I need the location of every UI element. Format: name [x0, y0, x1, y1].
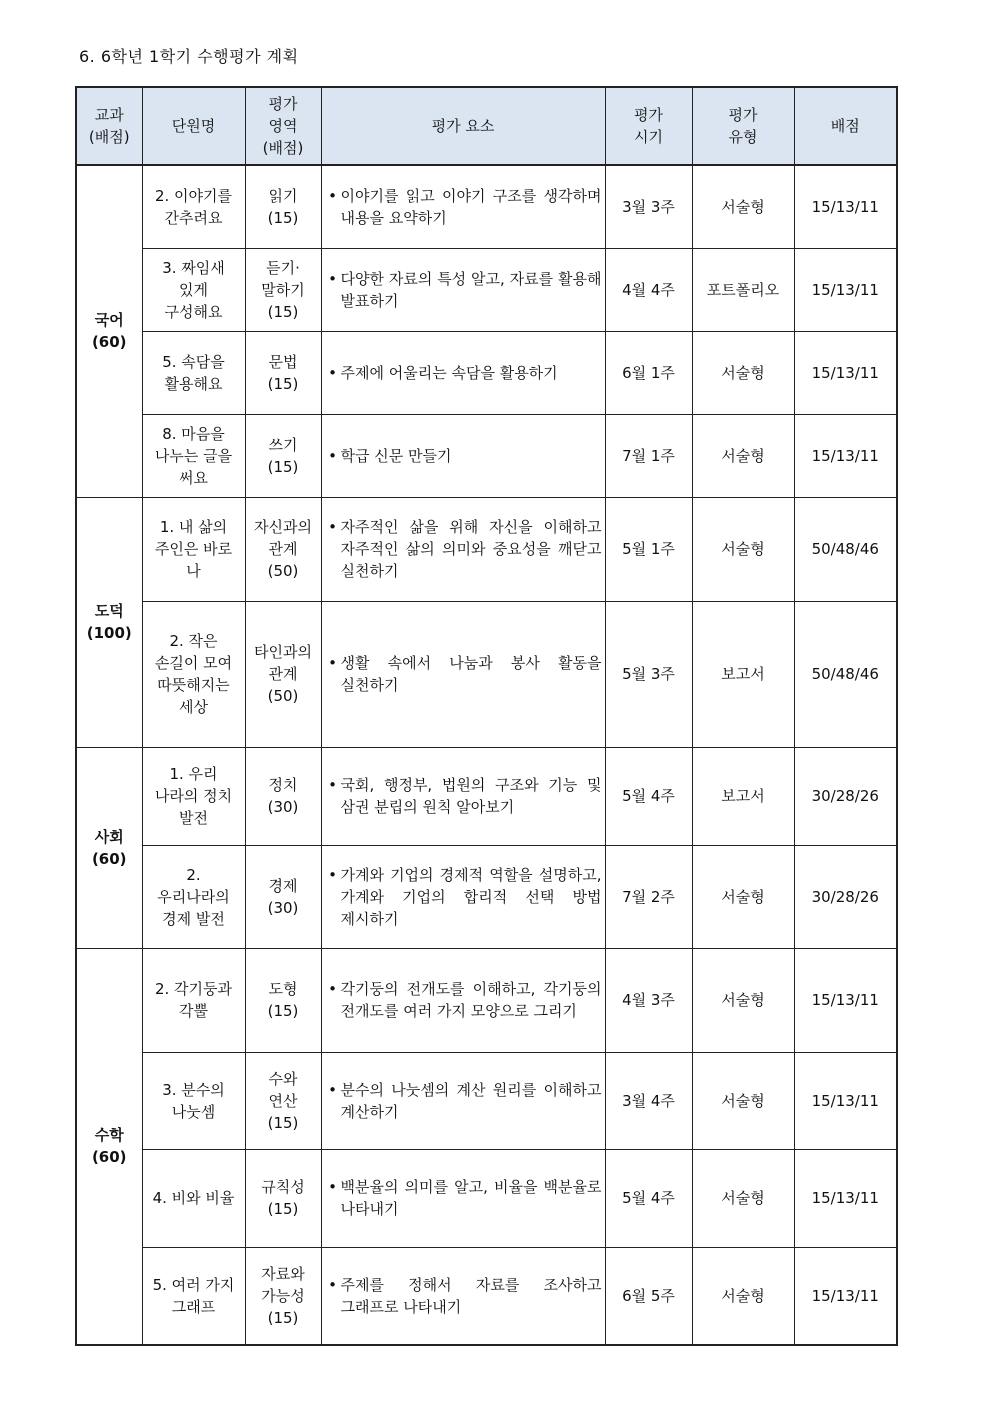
table-header-row	[76, 87, 897, 165]
table-row	[76, 1149, 897, 1247]
score-cell: 50/48/46	[794, 497, 897, 601]
area-cell: 정치 (30)	[245, 747, 321, 845]
unit-cell: 2. 우리나라의 경제 발전	[142, 845, 245, 948]
element-cell	[321, 497, 605, 601]
element-text: 분수의 나눗셈의 계산 원리를 이해하고 계산하기	[340, 1080, 602, 1121]
subject-cell: 도덕 (100)	[76, 497, 142, 747]
score-cell: 15/13/11	[794, 414, 897, 497]
type-cell: 보고서	[692, 601, 794, 747]
score-cell: 15/13/11	[794, 948, 897, 1052]
element-text: 국회, 행정부, 법원의 구조와 기능 및 삼권 분립의 원칙 알아보기	[340, 776, 602, 816]
element-text: 다양한 자료의 특성 알고, 자료를 활용해 발표하기	[340, 269, 602, 310]
unit-cell: 3. 분수의 나눗셈	[142, 1052, 245, 1149]
score-cell: 15/13/11	[794, 331, 897, 414]
element-cell	[321, 414, 605, 497]
element-text: 주제에 어울리는 속담을 활용하기	[340, 363, 558, 382]
header-score: 배점	[794, 87, 897, 165]
timing-cell: 5월 4주	[605, 1149, 692, 1247]
timing-cell: 5월 3주	[605, 601, 692, 747]
element-cell	[321, 165, 605, 248]
score-cell: 50/48/46	[794, 601, 897, 747]
table-row	[76, 248, 897, 331]
element-text: 백분율의 의미를 알고, 비율을 백분율로 나타내기	[340, 1178, 602, 1218]
bullet-icon: •	[328, 518, 337, 536]
table-row	[76, 414, 897, 497]
timing-cell: 7월 1주	[605, 414, 692, 497]
table-row	[76, 331, 897, 414]
bullet-icon: •	[328, 186, 337, 205]
area-cell: 도형 (15)	[245, 948, 321, 1052]
table-row	[76, 165, 897, 248]
area-cell: 쓰기 (15)	[245, 414, 321, 497]
document-title: 6. 6학년 1학기 수행평가 계획	[79, 47, 299, 66]
header-area: 평가 영역 (배점)	[245, 87, 321, 165]
unit-cell: 5. 여러 가지 그래프	[142, 1247, 245, 1345]
type-cell: 포트폴리오	[692, 248, 794, 331]
table-row	[76, 497, 897, 601]
type-cell: 서술형	[692, 497, 794, 601]
element-cell	[321, 747, 605, 845]
type-cell: 서술형	[692, 331, 794, 414]
score-cell: 30/28/26	[794, 747, 897, 845]
element-text: 이야기를 읽고 이야기 구조를 생각하며 내용을 요약하기	[340, 186, 602, 227]
score-cell: 15/13/11	[794, 248, 897, 331]
element-text: 생활 속에서 나눔과 봉사 활동을 실천하기	[340, 654, 602, 694]
bullet-icon: •	[328, 269, 337, 288]
bullet-icon: •	[328, 980, 337, 998]
element-cell	[321, 948, 605, 1052]
bullet-icon: •	[328, 865, 337, 884]
bullet-icon: •	[328, 1275, 337, 1294]
element-cell	[321, 845, 605, 948]
type-cell: 서술형	[692, 165, 794, 248]
element-text: 주제를 정해서 자료를 조사하고 그래프로 나타내기	[340, 1275, 602, 1316]
unit-cell: 2. 각기둥과 각뿔	[142, 948, 245, 1052]
timing-cell: 6월 5주	[605, 1247, 692, 1345]
unit-cell: 3. 짜임새 있게 구성해요	[142, 248, 245, 331]
subject-cell: 국어 (60)	[76, 165, 142, 497]
area-cell: 읽기 (15)	[245, 165, 321, 248]
timing-cell: 7월 2주	[605, 845, 692, 948]
table-row	[76, 747, 897, 845]
timing-cell: 3월 3주	[605, 165, 692, 248]
area-cell: 규칙성 (15)	[245, 1149, 321, 1247]
unit-cell: 2. 작은 손길이 모여 따뜻해지는 세상	[142, 601, 245, 747]
bullet-icon: •	[328, 363, 337, 382]
subject-cell: 사회 (60)	[76, 747, 142, 948]
table-body	[76, 165, 897, 1345]
timing-cell: 3월 4주	[605, 1052, 692, 1149]
table-row	[76, 948, 897, 1052]
timing-cell: 4월 3주	[605, 948, 692, 1052]
element-text: 학급 신문 만들기	[340, 446, 452, 465]
type-cell: 서술형	[692, 948, 794, 1052]
area-cell: 듣기· 말하기 (15)	[245, 248, 321, 331]
element-cell	[321, 1052, 605, 1149]
score-cell: 30/28/26	[794, 845, 897, 948]
type-cell: 서술형	[692, 845, 794, 948]
timing-cell: 5월 4주	[605, 747, 692, 845]
element-text: 자주적인 삶을 위해 자신을 이해하고 자주적인 삶의 의미와 중요성을 깨닫고 실천하기	[340, 518, 602, 580]
score-cell: 15/13/11	[794, 165, 897, 248]
unit-cell: 1. 우리 나라의 정치 발전	[142, 747, 245, 845]
area-cell: 자신과의 관계 (50)	[245, 497, 321, 601]
area-cell: 타인과의 관계 (50)	[245, 601, 321, 747]
unit-cell: 5. 속담을 활용해요	[142, 331, 245, 414]
score-cell: 15/13/11	[794, 1052, 897, 1149]
header-timing: 평가 시기	[605, 87, 692, 165]
assessment-plan-table	[75, 86, 898, 1346]
unit-cell: 2. 이야기를 간추려요	[142, 165, 245, 248]
timing-cell: 6월 1주	[605, 331, 692, 414]
bullet-icon: •	[328, 1178, 337, 1196]
element-cell	[321, 248, 605, 331]
area-cell: 자료와 가능성 (15)	[245, 1247, 321, 1345]
element-text: 각기둥의 전개도를 이해하고, 각기둥의 전개도를 여러 가지 모양으로 그리기	[340, 980, 602, 1020]
area-cell: 수와 연산 (15)	[245, 1052, 321, 1149]
score-cell: 15/13/11	[794, 1149, 897, 1247]
header-unit: 단원명	[142, 87, 245, 165]
table-row	[76, 1052, 897, 1149]
header-type: 평가 유형	[692, 87, 794, 165]
bullet-icon: •	[328, 776, 337, 794]
element-cell	[321, 1247, 605, 1345]
header-element: 평가 요소	[321, 87, 605, 165]
element-cell	[321, 331, 605, 414]
unit-cell: 1. 내 삶의 주인은 바로 나	[142, 497, 245, 601]
score-cell: 15/13/11	[794, 1247, 897, 1345]
timing-cell: 4월 4주	[605, 248, 692, 331]
unit-cell: 8. 마음을 나누는 글을 써요	[142, 414, 245, 497]
header-subject: 교과 (배점)	[76, 87, 142, 165]
bullet-icon: •	[328, 446, 337, 465]
table-row	[76, 1247, 897, 1345]
area-cell: 경제 (30)	[245, 845, 321, 948]
table-row	[76, 845, 897, 948]
area-cell: 문법 (15)	[245, 331, 321, 414]
element-cell	[321, 601, 605, 747]
element-cell	[321, 1149, 605, 1247]
bullet-icon: •	[328, 654, 337, 672]
type-cell: 서술형	[692, 1149, 794, 1247]
timing-cell: 5월 1주	[605, 497, 692, 601]
table-row	[76, 601, 897, 747]
type-cell: 서술형	[692, 1052, 794, 1149]
element-text: 가계와 기업의 경제적 역할을 설명하고, 가계와 기업의 합리적 선택 방법 제시하기	[340, 865, 602, 928]
subject-cell: 수학 (60)	[76, 948, 142, 1345]
bullet-icon: •	[328, 1080, 337, 1099]
type-cell: 보고서	[692, 747, 794, 845]
type-cell: 서술형	[692, 414, 794, 497]
unit-cell: 4. 비와 비율	[142, 1149, 245, 1247]
type-cell: 서술형	[692, 1247, 794, 1345]
